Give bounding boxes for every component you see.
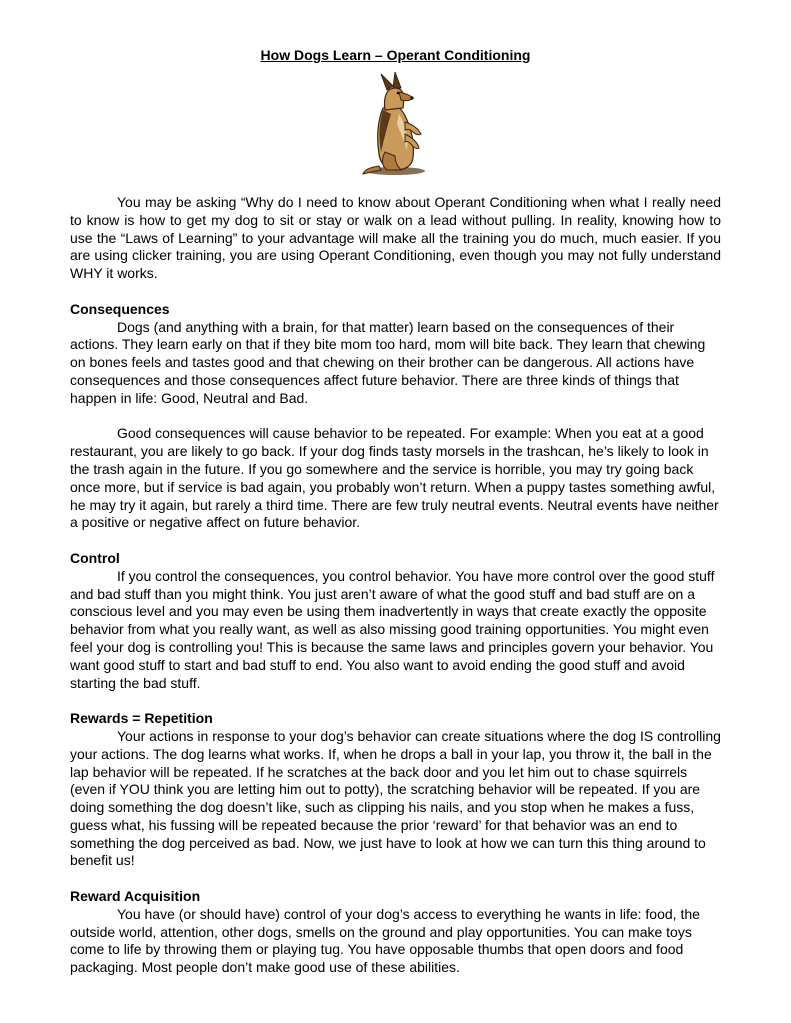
section-heading: Consequences	[70, 300, 170, 317]
paragraph-text: Good consequences will cause behavior to be repeated. For example: When you eat at a good restaurant, you are likely to go back. If your dog finds tasty morsels in the trashcan, he’s likely to look in the trash again in the future. If you go somewhere and the service is horrible, you may try going back once more, but if service is bad again, you probably won’t return. When a puppy tastes something awful, he may try it again, but rarely a third time. There are few truly neutral events. Neutral events have neither a positive or negative affect on future behavior.	[70, 425, 719, 531]
section-paragraph	[70, 906, 721, 977]
paragraph-text: You have (or should have) control of your dog’s access to everything he wants in life: food, the outside world, attention, other dogs, smells on the ground and play opportunities. You can make toys come to life by throwing them or playing tug. You have opposable thumbs that open doors and food packaging. Most people don’t make good use of these abilities.	[70, 905, 700, 976]
paragraph-text: Dogs (and anything with a brain, for that matter) learn based on the consequences of their actions. They learn early on that if they bite mom too hard, mom will bite back. They learn that chewing on bones feels and tastes good and that chewing on their brother can be dangerous. All actions have consequences and those consequences affect future behavior. There are three kinds of things that happen in life: Good, Neutral and Bad.	[70, 318, 706, 406]
section-paragraph	[70, 728, 721, 870]
section-paragraph	[70, 568, 721, 693]
sitting-dog-illustration	[70, 68, 721, 180]
dog-icon	[361, 68, 431, 180]
intro-text: You may be asking “Why do I need to know about Operant Conditioning when what I really need to know is how to get my dog to sit or stay or walk on a lead without pulling. In reality, knowing how to use the “Laws of Learning” to your advantage will make all the training you do much, much easier. If you are using clicker training, you are using Operant Conditioning, even though you may not fully understand WHY it works.	[70, 194, 721, 282]
section-heading: Control	[70, 549, 120, 566]
intro-paragraph	[70, 194, 721, 283]
document-page	[70, 46, 721, 977]
paragraph-text: Your actions in response to your dog’s behavior can create situations where the dog IS controlling your actions. The dog learns what works. If, when he drops a ball in your lap, you throw it, the ball in the lap behavior will be repeated. If he scratches at the back door and you let him out to chase squirrels (even if YOU think you are letting him out to potty), the scratching behavior will be repeated. If you are doing something the dog doesn’t like, such as clipping his nails, and you stop when he makes a fuss, guess what, his fussing will be repeated because the prior ‘reward’ for that behavior was an end to something the dog perceived as bad. Now, we just have to look at how we can turn this thing around to benefit us!	[70, 727, 721, 869]
section-paragraph	[70, 425, 721, 532]
section-heading: Reward Acquisition	[70, 888, 201, 905]
section-paragraph	[70, 319, 721, 408]
paragraph-text: If you control the consequences, you control behavior. You have more control over the good stuff and bad stuff than you might think. You just aren’t aware of what the good stuff and bad stuff are on a conscious level and you may even be using them inadvertently in ways that create exactly the opposite behavior from what you really want, as well as also missing good training opportunities. You might even feel your dog is controlling you! This is because the same laws and principles govern your behavior. You want good stuff to start and bad stuff to end. You also want to avoid ending the good stuff and avoid starting the bad stuff.	[70, 567, 715, 691]
document-title: How Dogs Learn – Operant Conditioning	[260, 47, 531, 63]
section-heading: Rewards = Repetition	[70, 710, 213, 727]
